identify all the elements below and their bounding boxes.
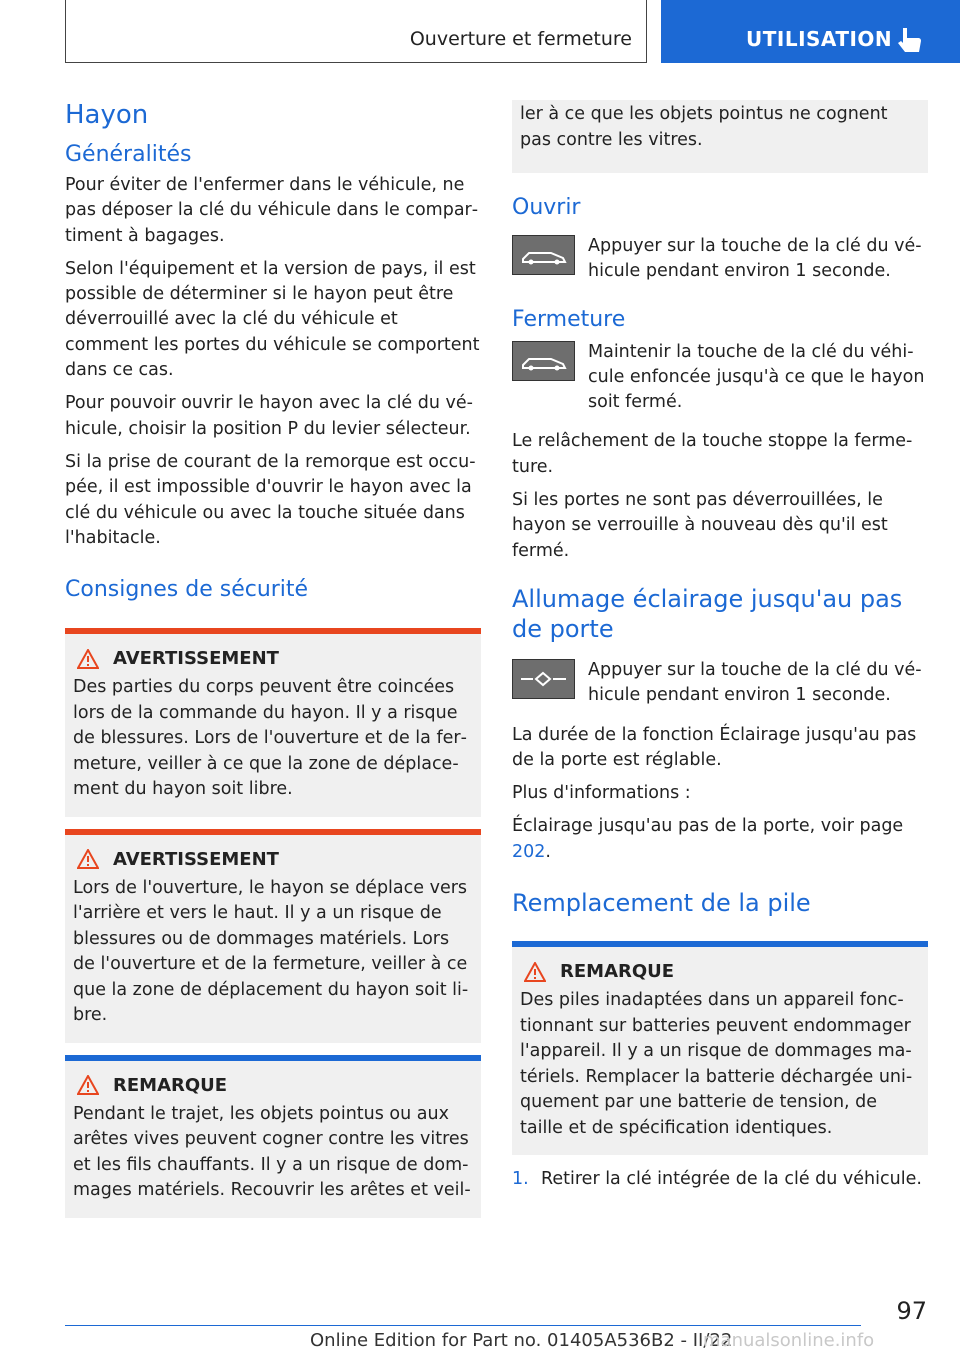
close-paragraph: Si les portes ne sont pas déverrouillées, le hayon se verrouille à nouveau dès qu'il est fermé.: [512, 490, 888, 561]
footer-divider: [65, 1325, 861, 1326]
note-title: REMARQUE: [73, 1075, 473, 1096]
open-instruction: [512, 234, 928, 285]
right-column: [512, 100, 928, 1192]
close-instruction: [512, 340, 928, 416]
safety-heading: Consignes de sécurité: [65, 577, 309, 603]
warning-triangle-icon: [524, 962, 546, 982]
warning-box: [65, 829, 481, 1043]
close-paragraph: Le relâchement de la touche stoppe la fermeture.: [512, 431, 913, 477]
note-text-continued: ler à ce que les objets pointus ne cognent pas contre les vitres.: [520, 104, 888, 150]
light-key-icon: [512, 659, 575, 699]
left-column: [65, 100, 481, 1218]
open-heading: Ouvrir: [512, 195, 581, 220]
general-paragraph: Si la prise de courant de la remorque est occupée, il est impossible d'ouvrir le hayon avec la clé du véhicule ou avec la touche située dans l'habitacle.: [65, 451, 476, 548]
list-item: [512, 1167, 928, 1192]
page-link[interactable]: 202: [512, 841, 546, 862]
header-chapter-label: UTILISATION: [746, 27, 893, 51]
general-paragraph: Pour pouvoir ouvrir le hayon avec la clé du véhicule, choisir la position P du levier sélecteur.: [65, 393, 473, 439]
note-text: Des piles inadaptées dans un appareil fonctionnant sur batteries peuvent endommager l'appareil. Il y a un risque de dommages matériels. Remplacer la batterie déchargée uniquement par une batterie de tension, de taille et de spécification identiques.: [520, 990, 913, 1138]
note-box-continued: [512, 100, 928, 173]
warning-box: [65, 628, 481, 817]
warning-title: AVERTISSEMENT: [73, 849, 473, 870]
light-instruction: [512, 658, 928, 709]
note-box: [512, 941, 928, 1155]
hand-pointer-icon: [896, 26, 922, 54]
warning-triangle-icon: [77, 1075, 99, 1095]
general-paragraph: Pour éviter de l'enfermer dans le véhicule, ne pas déposer la clé du véhicule dans le compartiment à bagages.: [65, 175, 479, 246]
open-text: Appuyer sur la touche de la clé du véhicule pendant environ 1 seconde.: [588, 236, 922, 282]
warning-text: Des parties du corps peuvent être coincées lors de la commande du hayon. Il y a risque de blessures. Lors de l'ouverture et de la fermeture, veiller à ce que la zone de déplacement du hayon soit libre.: [73, 677, 467, 800]
close-heading: Fermeture: [512, 306, 626, 332]
general-heading: Généralités: [65, 142, 192, 167]
light-paragraph: La durée de la fonction Éclairage jusqu'au pas de la porte est réglable.: [512, 724, 917, 770]
note-box: [65, 1055, 481, 1218]
close-text: Maintenir la touche de la clé du véhicule enfoncée jusqu'à ce que le hayon soit fermé.: [588, 341, 925, 413]
footer-edition: Online Edition for Part no. 01405A536B2 - II/22: [310, 1330, 733, 1351]
note-text: Pendant le trajet, les objets pointus ou aux arêtes vives peuvent cogner contre les vitres et les fils chauffants. Il y a un risque de dommages matériels. Recouvrir les arêtes et veil-: [73, 1103, 471, 1201]
warning-title: AVERTISSEMENT: [73, 648, 473, 669]
list-text: Retirer la clé intégrée de la clé du véhicule.: [541, 1169, 922, 1190]
light-paragraph: Plus d'informations :: [512, 783, 691, 804]
general-paragraph: Selon l'équipement et la version de pays, il est possible de déterminer si le hayon peut être déverrouillé avec la clé du véhicule et comment les portes du véhicule se comportent dans ce cas.: [65, 258, 480, 381]
tailgate-key-icon: [512, 235, 575, 275]
page-number: 97: [896, 1297, 927, 1325]
warning-triangle-icon: [77, 649, 99, 669]
warning-text: Lors de l'ouverture, le hayon se déplace vers l'arrière et vers le haut. Il y a un risque de blessures ou de dommages matériels. Lors de l'ouverture et de la fermeture, veiller à ce que la zone de déplacement du hayon soit libre.: [73, 877, 469, 1026]
warning-triangle-icon: [77, 849, 99, 869]
watermark: manualsonline.info: [703, 1330, 875, 1351]
light-heading: Allumage éclairage jusqu'au pas de porte: [512, 584, 903, 643]
header-section-title: Ouverture et fermeture: [409, 28, 632, 50]
page-title: Hayon: [65, 100, 149, 130]
note-title: REMARQUE: [520, 961, 920, 982]
tailgate-key-icon: [512, 341, 575, 381]
light-reference: Éclairage jusqu'au pas de la porte, voir page 202.: [512, 816, 904, 862]
list-number: 1.: [512, 1169, 529, 1190]
battery-heading: Remplacement de la pile: [512, 889, 811, 918]
light-text: Appuyer sur la touche de la clé du véhicule pendant environ 1 seconde.: [588, 659, 922, 706]
header-section-box: [65, 0, 647, 63]
